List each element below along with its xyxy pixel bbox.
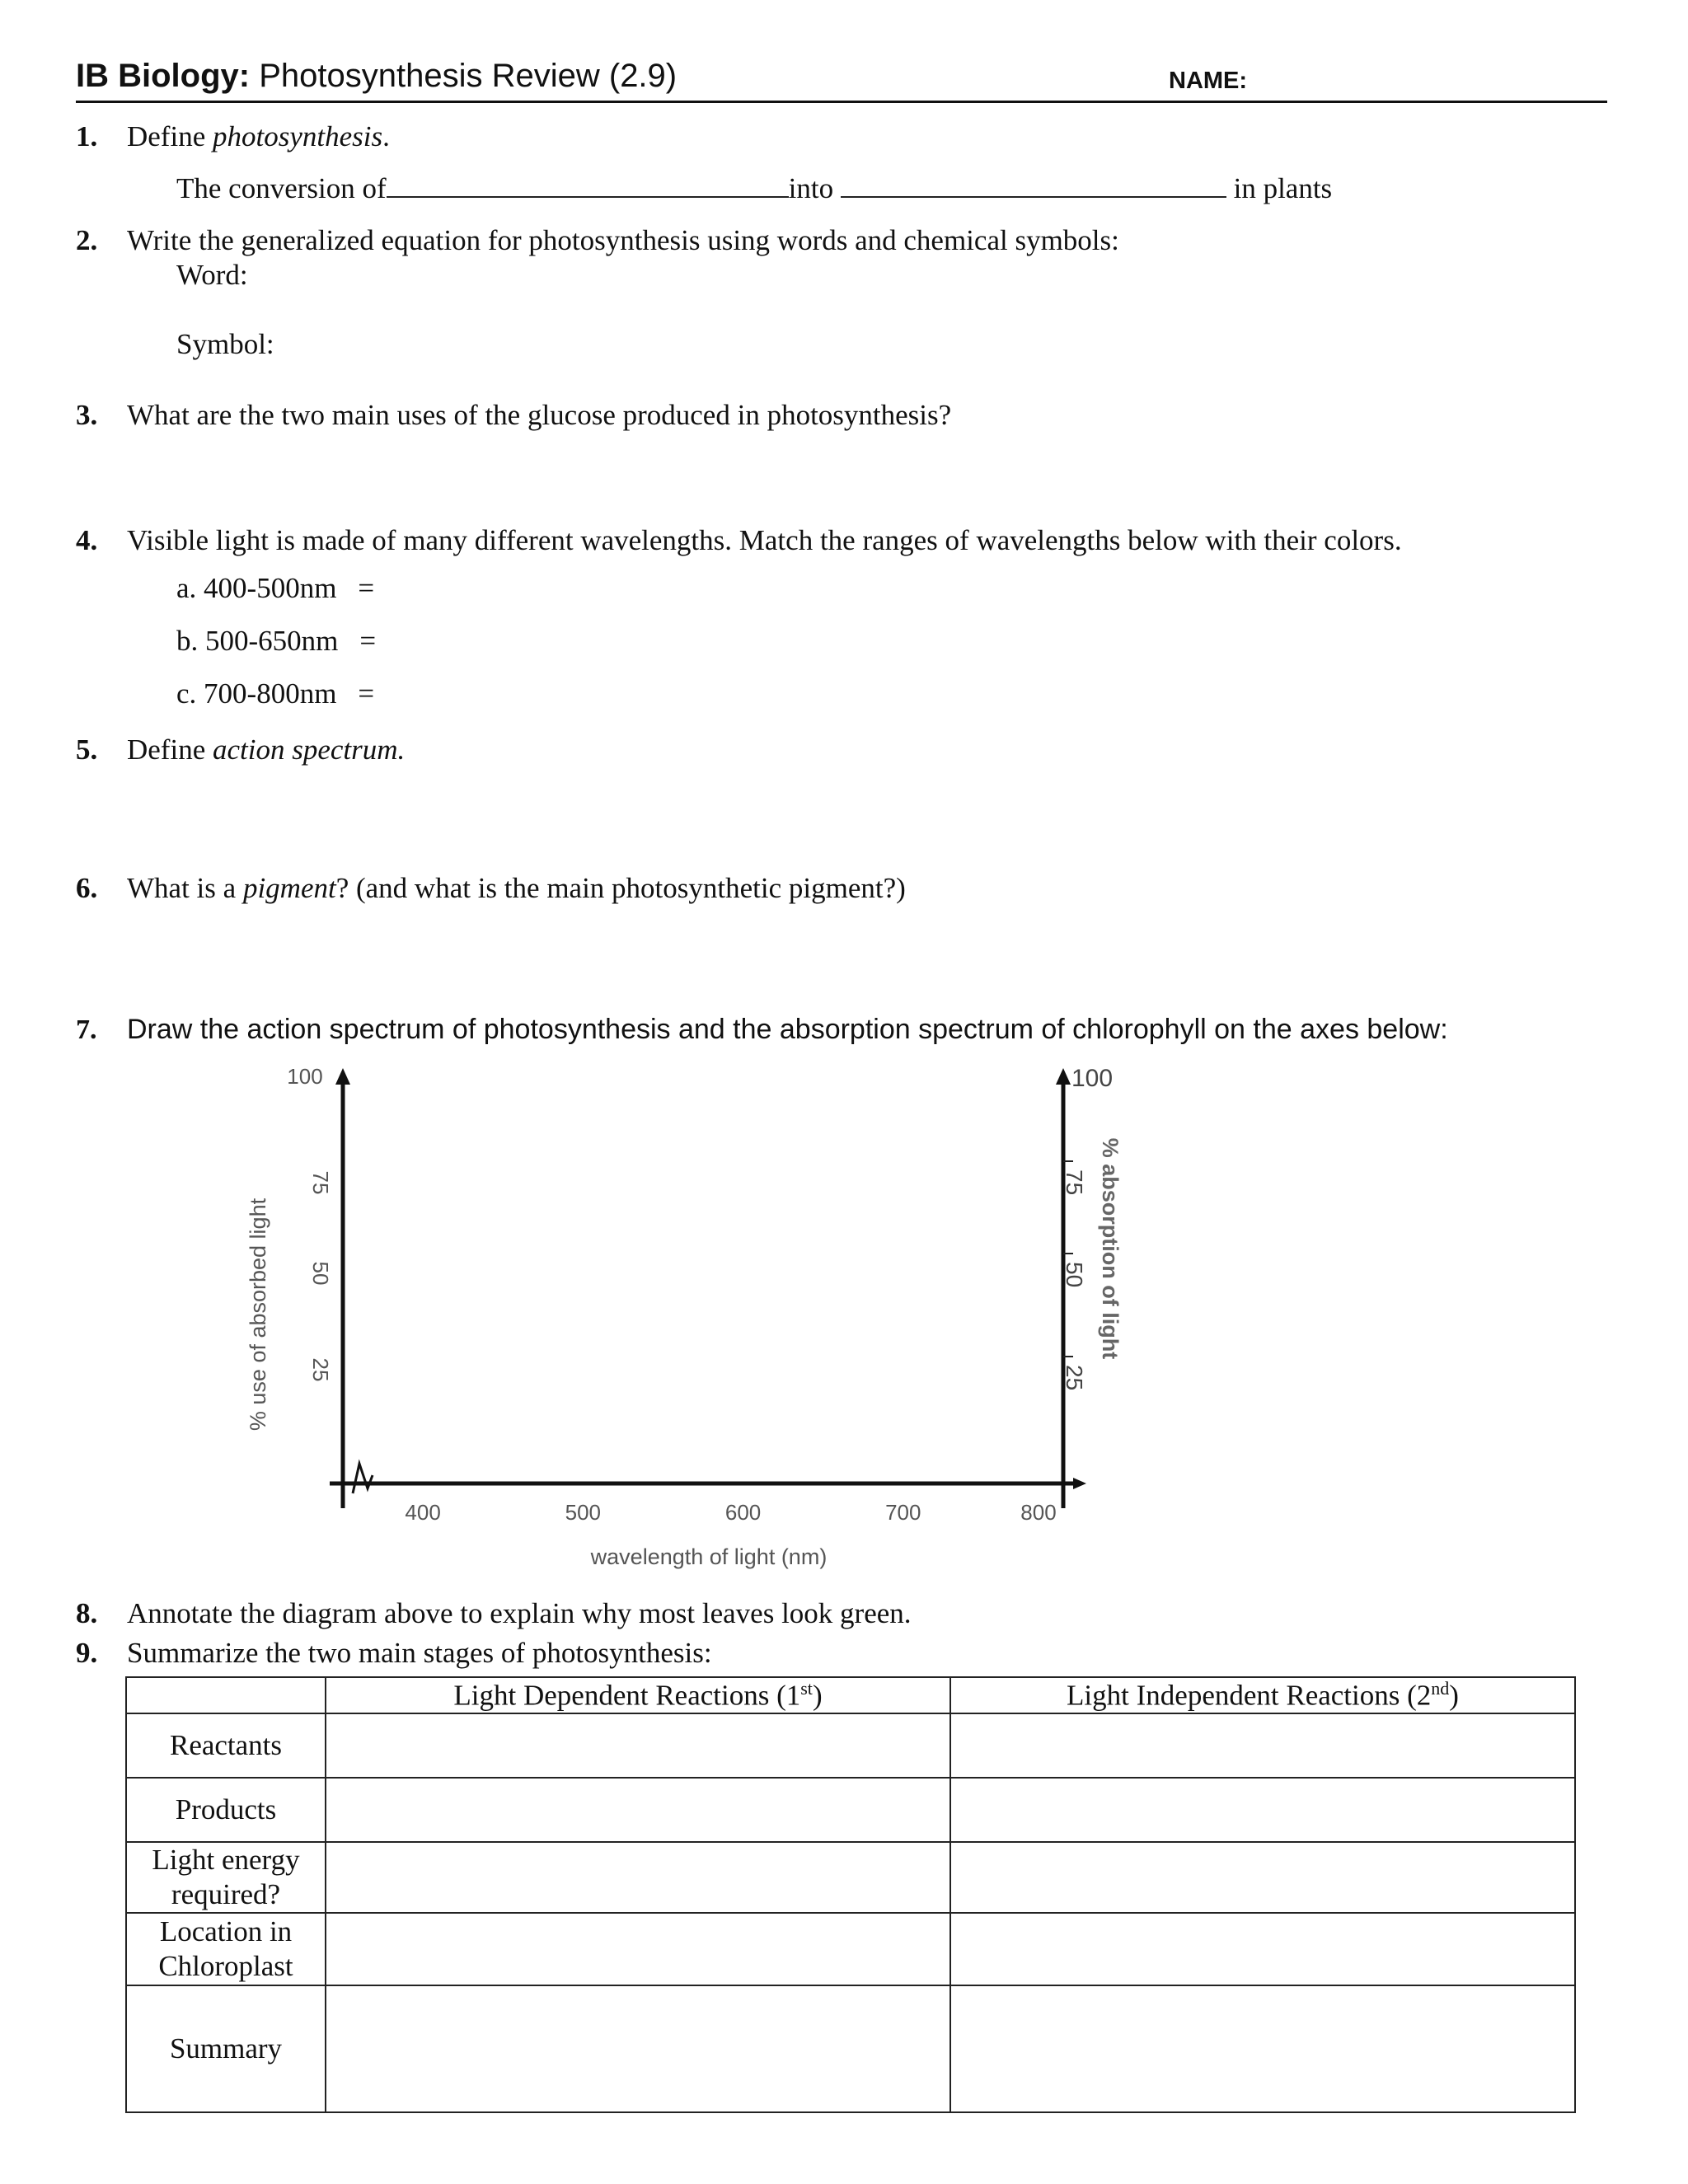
left-y-tick-label: 25 — [308, 1357, 333, 1382]
topic-title: Photosynthesis Review (2.9) — [259, 58, 678, 94]
cell-li-reactants[interactable] — [950, 1713, 1575, 1778]
left-y-tick-label: 75 — [308, 1170, 333, 1195]
cell-ld-location[interactable] — [326, 1913, 950, 1985]
header-light-dependent: Light Dependent Reactions (1st) — [326, 1677, 950, 1713]
row-label-location: Location in Chloroplast — [126, 1913, 326, 1985]
q2-word-label: Word: — [176, 259, 248, 291]
question-6: 6. What is a pigment? (and what is the main photosynthetic pigment?) — [76, 872, 906, 904]
cell-ld-summary[interactable] — [326, 1985, 950, 2112]
row-label-summary: Summary — [126, 1985, 326, 2112]
table-corner-cell — [126, 1677, 326, 1713]
axis-break-mark — [353, 1464, 373, 1493]
cell-li-location[interactable] — [950, 1913, 1575, 1985]
question-4: 4. Visible light is made of many different wavelengths. Match the ranges of wavelengths below with their colors. — [76, 524, 1402, 556]
question-3: 3. What are the two main uses of the glucose produced in photosynthesis? — [76, 399, 952, 431]
q4-item-c: c. 700-800nm = — [176, 677, 375, 710]
row-label-products: Products — [126, 1778, 326, 1842]
q4-item-a: a. 400-500nm = — [176, 572, 375, 604]
course-label: IB Biology: — [76, 58, 251, 94]
q4-item-b: b. 500-650nm = — [176, 625, 377, 657]
q2-symbol-label: Symbol: — [176, 328, 274, 360]
left-y-tick-label: 50 — [308, 1261, 333, 1286]
question-2: 2. Write the generalized equation for photosynthesis using words and chemical symbols: — [76, 224, 1119, 256]
cell-li-products[interactable] — [950, 1778, 1575, 1842]
cell-li-light-energy[interactable] — [950, 1842, 1575, 1913]
term-action-spectrum: action spectrum. — [212, 733, 406, 766]
table-header-row — [126, 1677, 1575, 1713]
right-y-arrow — [1056, 1068, 1071, 1085]
question-5: 5. Define action spectrum. — [76, 733, 406, 766]
x-tick-label: 700 — [885, 1500, 921, 1525]
table-row — [126, 1713, 1575, 1778]
x-tick-label: 400 — [405, 1500, 441, 1525]
cell-ld-products[interactable] — [326, 1778, 950, 1842]
left-y-axis-label: % use of absorbed light — [246, 1197, 270, 1432]
q1-fill-line: The conversion of into in plants — [176, 172, 1333, 204]
table-row — [126, 1985, 1575, 2112]
question-9: 9. Summarize the two main stages of photosynthesis: — [76, 1637, 712, 1669]
cell-li-summary[interactable] — [950, 1985, 1575, 2112]
header-light-independent: Light Independent Reactions (2nd) — [950, 1677, 1575, 1713]
term-pigment: pigment — [242, 872, 336, 904]
table-row — [126, 1778, 1575, 1842]
cell-ld-reactants[interactable] — [326, 1713, 950, 1778]
question-8: 8. Annotate the diagram above to explain why most leaves look green. — [76, 1597, 912, 1629]
x-tick-label: 600 — [724, 1500, 762, 1525]
left-y-tick-label: 100 — [287, 1064, 323, 1089]
left-y-arrow — [335, 1068, 350, 1085]
right-y-axis-label: % absorption of light — [1098, 1137, 1123, 1360]
table-row — [126, 1913, 1575, 1985]
stages-table — [125, 1676, 1576, 2113]
right-y-tick-label: 25 — [1062, 1365, 1087, 1391]
term-photosynthesis: photosynthesis — [212, 120, 383, 152]
x-arrow-right — [1073, 1478, 1086, 1489]
right-y-tick-label: 100 — [1071, 1065, 1114, 1092]
question-1: 1. Define photosynthesis. — [76, 120, 390, 152]
name-label: NAME: — [1169, 68, 1248, 94]
x-tick-label: 800 — [1020, 1500, 1057, 1525]
cell-ld-light-energy[interactable] — [326, 1842, 950, 1913]
row-label-light-energy: Light energy required? — [126, 1842, 326, 1913]
right-y-tick-label: 50 — [1062, 1262, 1087, 1288]
table-row — [126, 1842, 1575, 1913]
right-y-tick-label: 75 — [1062, 1169, 1087, 1196]
x-tick-label: 500 — [565, 1500, 602, 1525]
row-label-reactants: Reactants — [126, 1713, 326, 1778]
x-axis-label: wavelength of light (nm) — [590, 1544, 828, 1569]
question-7: 7. Draw the action spectrum of photosynthesis and the absorption spectrum of chlorophyll on the axes below: — [76, 1014, 1448, 1045]
